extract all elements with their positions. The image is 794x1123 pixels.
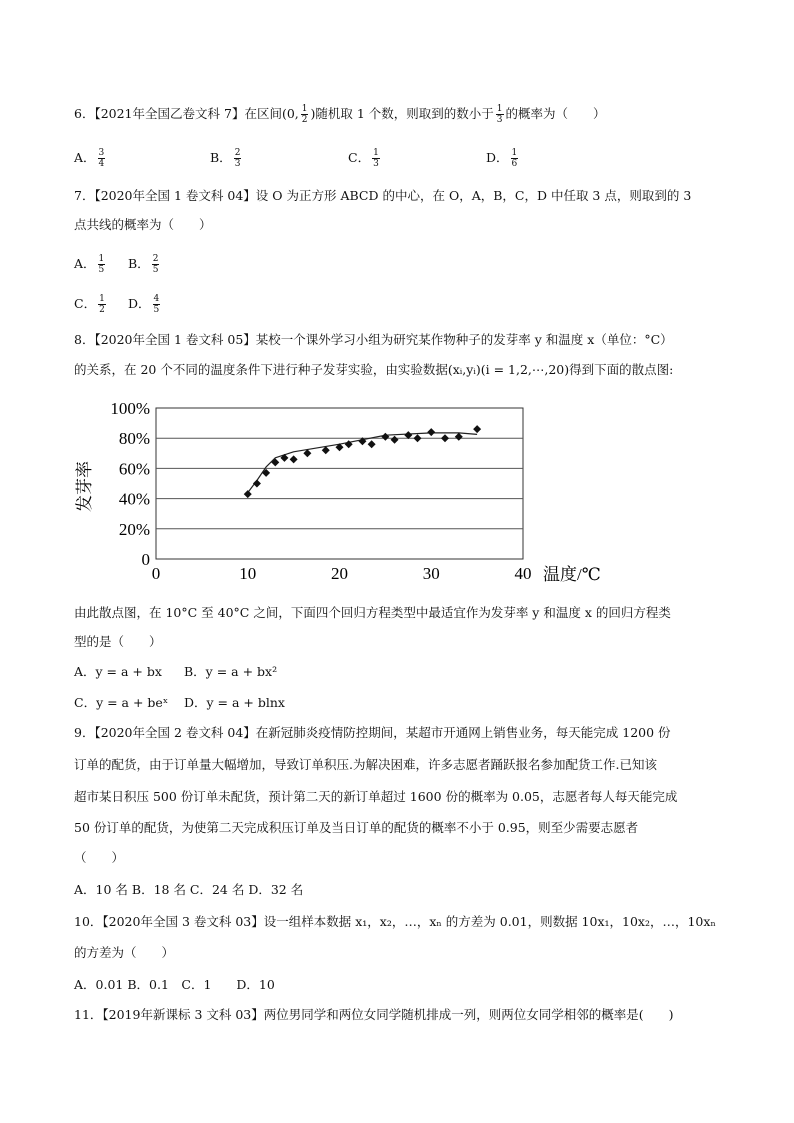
q9-line-2: 订单的配货，由于订单量大幅增加，导致订单积压.为解决困难，许多志愿者踊跃报名参加配货工作.已知该 — [74, 757, 657, 772]
x-axis-label: 温度/℃ — [543, 565, 601, 584]
data-point — [280, 454, 288, 462]
q9-options: A．10 名 B．18 名 C．24 名 D．32 名 — [74, 882, 304, 897]
q10-line-1: 10．【2020年全国 3 卷文科 03】设一组样本数据 x₁，x₂，…，xₙ 的方差为 0.01，则数据 10x₁，10x₂，…，10xₙ — [74, 914, 716, 929]
q6-stem — [74, 104, 606, 125]
q6-option-b: B． $\frac{2}{3}$ — [210, 148, 241, 169]
data-point — [368, 440, 376, 448]
q10-line-2: 的方差为（ ） — [74, 945, 175, 960]
q6-text-c: 的概率为（ ） — [505, 106, 606, 121]
q6-fraction-half: $\frac{1}{2}$ — [301, 104, 308, 125]
y-tick-label: 20% — [118, 519, 150, 539]
data-point — [271, 458, 279, 466]
data-point — [455, 433, 463, 441]
y-tick-label: 60% — [118, 459, 150, 479]
x-tick-label: 0 — [151, 564, 161, 583]
data-point — [253, 480, 261, 488]
x-tick-label: 10 — [239, 564, 257, 583]
q9-line-3: 超市某日积压 500 份订单未配货，预计第二天的新订单超过 1600 份的概率为 0.05，志愿者每人每天能完成 — [74, 789, 678, 804]
q8-line-4: 型的是（ ） — [74, 634, 162, 649]
data-point — [473, 425, 481, 433]
q8-line-2: 的关系，在 20 个不同的温度条件下进行种子发芽实验，由实验数据(xᵢ,yᵢ)(i = 1,2,⋯,20)得到下面的散点图: — [74, 362, 674, 377]
q11-line-1: 11．【2019年新课标 3 文科 03】两位男同学和两位女同学随机排成一列，则两位女同学相邻的概率是( ) — [74, 1007, 674, 1022]
q6-text-b: )随机取 1 个数，则取到的数小于 — [310, 106, 494, 121]
x-tick-label: 20 — [331, 564, 348, 583]
y-tick-label: 100% — [110, 399, 150, 418]
q7-option-b: B． $\frac{2}{5}$ — [128, 254, 159, 275]
q8-option-c: C．y = a + beˣ — [74, 695, 169, 710]
data-point — [381, 433, 389, 441]
data-point — [427, 428, 435, 436]
data-point — [413, 434, 421, 442]
q7-option-a: A． $\frac{1}{5}$ — [74, 254, 105, 275]
y-tick-label: 0 — [141, 550, 150, 569]
q6-text-a: 6．【2021年全国乙卷文科 7】在区间(0, — [74, 106, 299, 121]
y-tick-label: 40% — [118, 489, 150, 509]
q6-option-d: D． $\frac{1}{6}$ — [486, 148, 518, 169]
q7-line-2: 点共线的概率为（ ） — [74, 217, 212, 232]
q6-fraction-third: $\frac{1}{3}$ — [496, 104, 503, 125]
data-point — [441, 434, 449, 442]
x-tick-label: 30 — [422, 564, 440, 583]
q6-option-a: A． $\frac{3}{4}$ — [74, 148, 105, 169]
plot-frame — [156, 408, 523, 559]
q8-option-a: A．y = a + bx — [74, 664, 162, 679]
q9-line-1: 9．【2020年全国 2 卷文科 04】在新冠肺炎疫情防控期间，某超市开通网上销售业务，每天能完成 1200 份 — [74, 725, 671, 740]
q9-line-5: （ ） — [74, 850, 125, 865]
q8-option-d: D．y = a + blnx — [184, 695, 285, 710]
data-point — [391, 436, 399, 444]
y-axis-label: 发芽率 — [75, 461, 94, 512]
q8-line-1: 8．【2020年全国 1 卷文科 05】某校一个课外学习小组为研究某作物种子的发芽率 y 和温度 x（单位：°C） — [74, 332, 673, 347]
q7-option-d: D． $\frac{4}{5}$ — [128, 294, 160, 315]
x-tick-label: 40 — [514, 564, 532, 583]
q7-option-c: C． $\frac{1}{2}$ — [74, 294, 105, 315]
q8-line-3: 由此散点图，在 10°C 至 40°C 之间，下面四个回归方程类型中最适宜作为发芽率 y 和温度 x 的回归方程类 — [74, 605, 671, 620]
q8-option-b: B．y = a + bx² — [184, 664, 278, 679]
data-point — [244, 490, 252, 498]
q10-options: A．0.01 B．0.1 C．1 D．10 — [74, 977, 275, 992]
q9-line-4: 50 份订单的配货，为使第二天完成积压订单及当日订单的配货的概率不小于 0.95，则至少需要志愿者 — [74, 820, 639, 835]
y-tick-label: 80% — [118, 429, 150, 449]
data-point — [290, 455, 298, 463]
scatter-chart — [74, 395, 634, 590]
q7-line-1: 7．【2020年全国 1 卷文科 04】设 O 为正方形 ABCD 的中心，在 O，A，B，C，D 中任取 3 点，则取到的 3 — [74, 188, 692, 203]
q6-option-c: C． $\frac{1}{3}$ — [348, 148, 379, 169]
